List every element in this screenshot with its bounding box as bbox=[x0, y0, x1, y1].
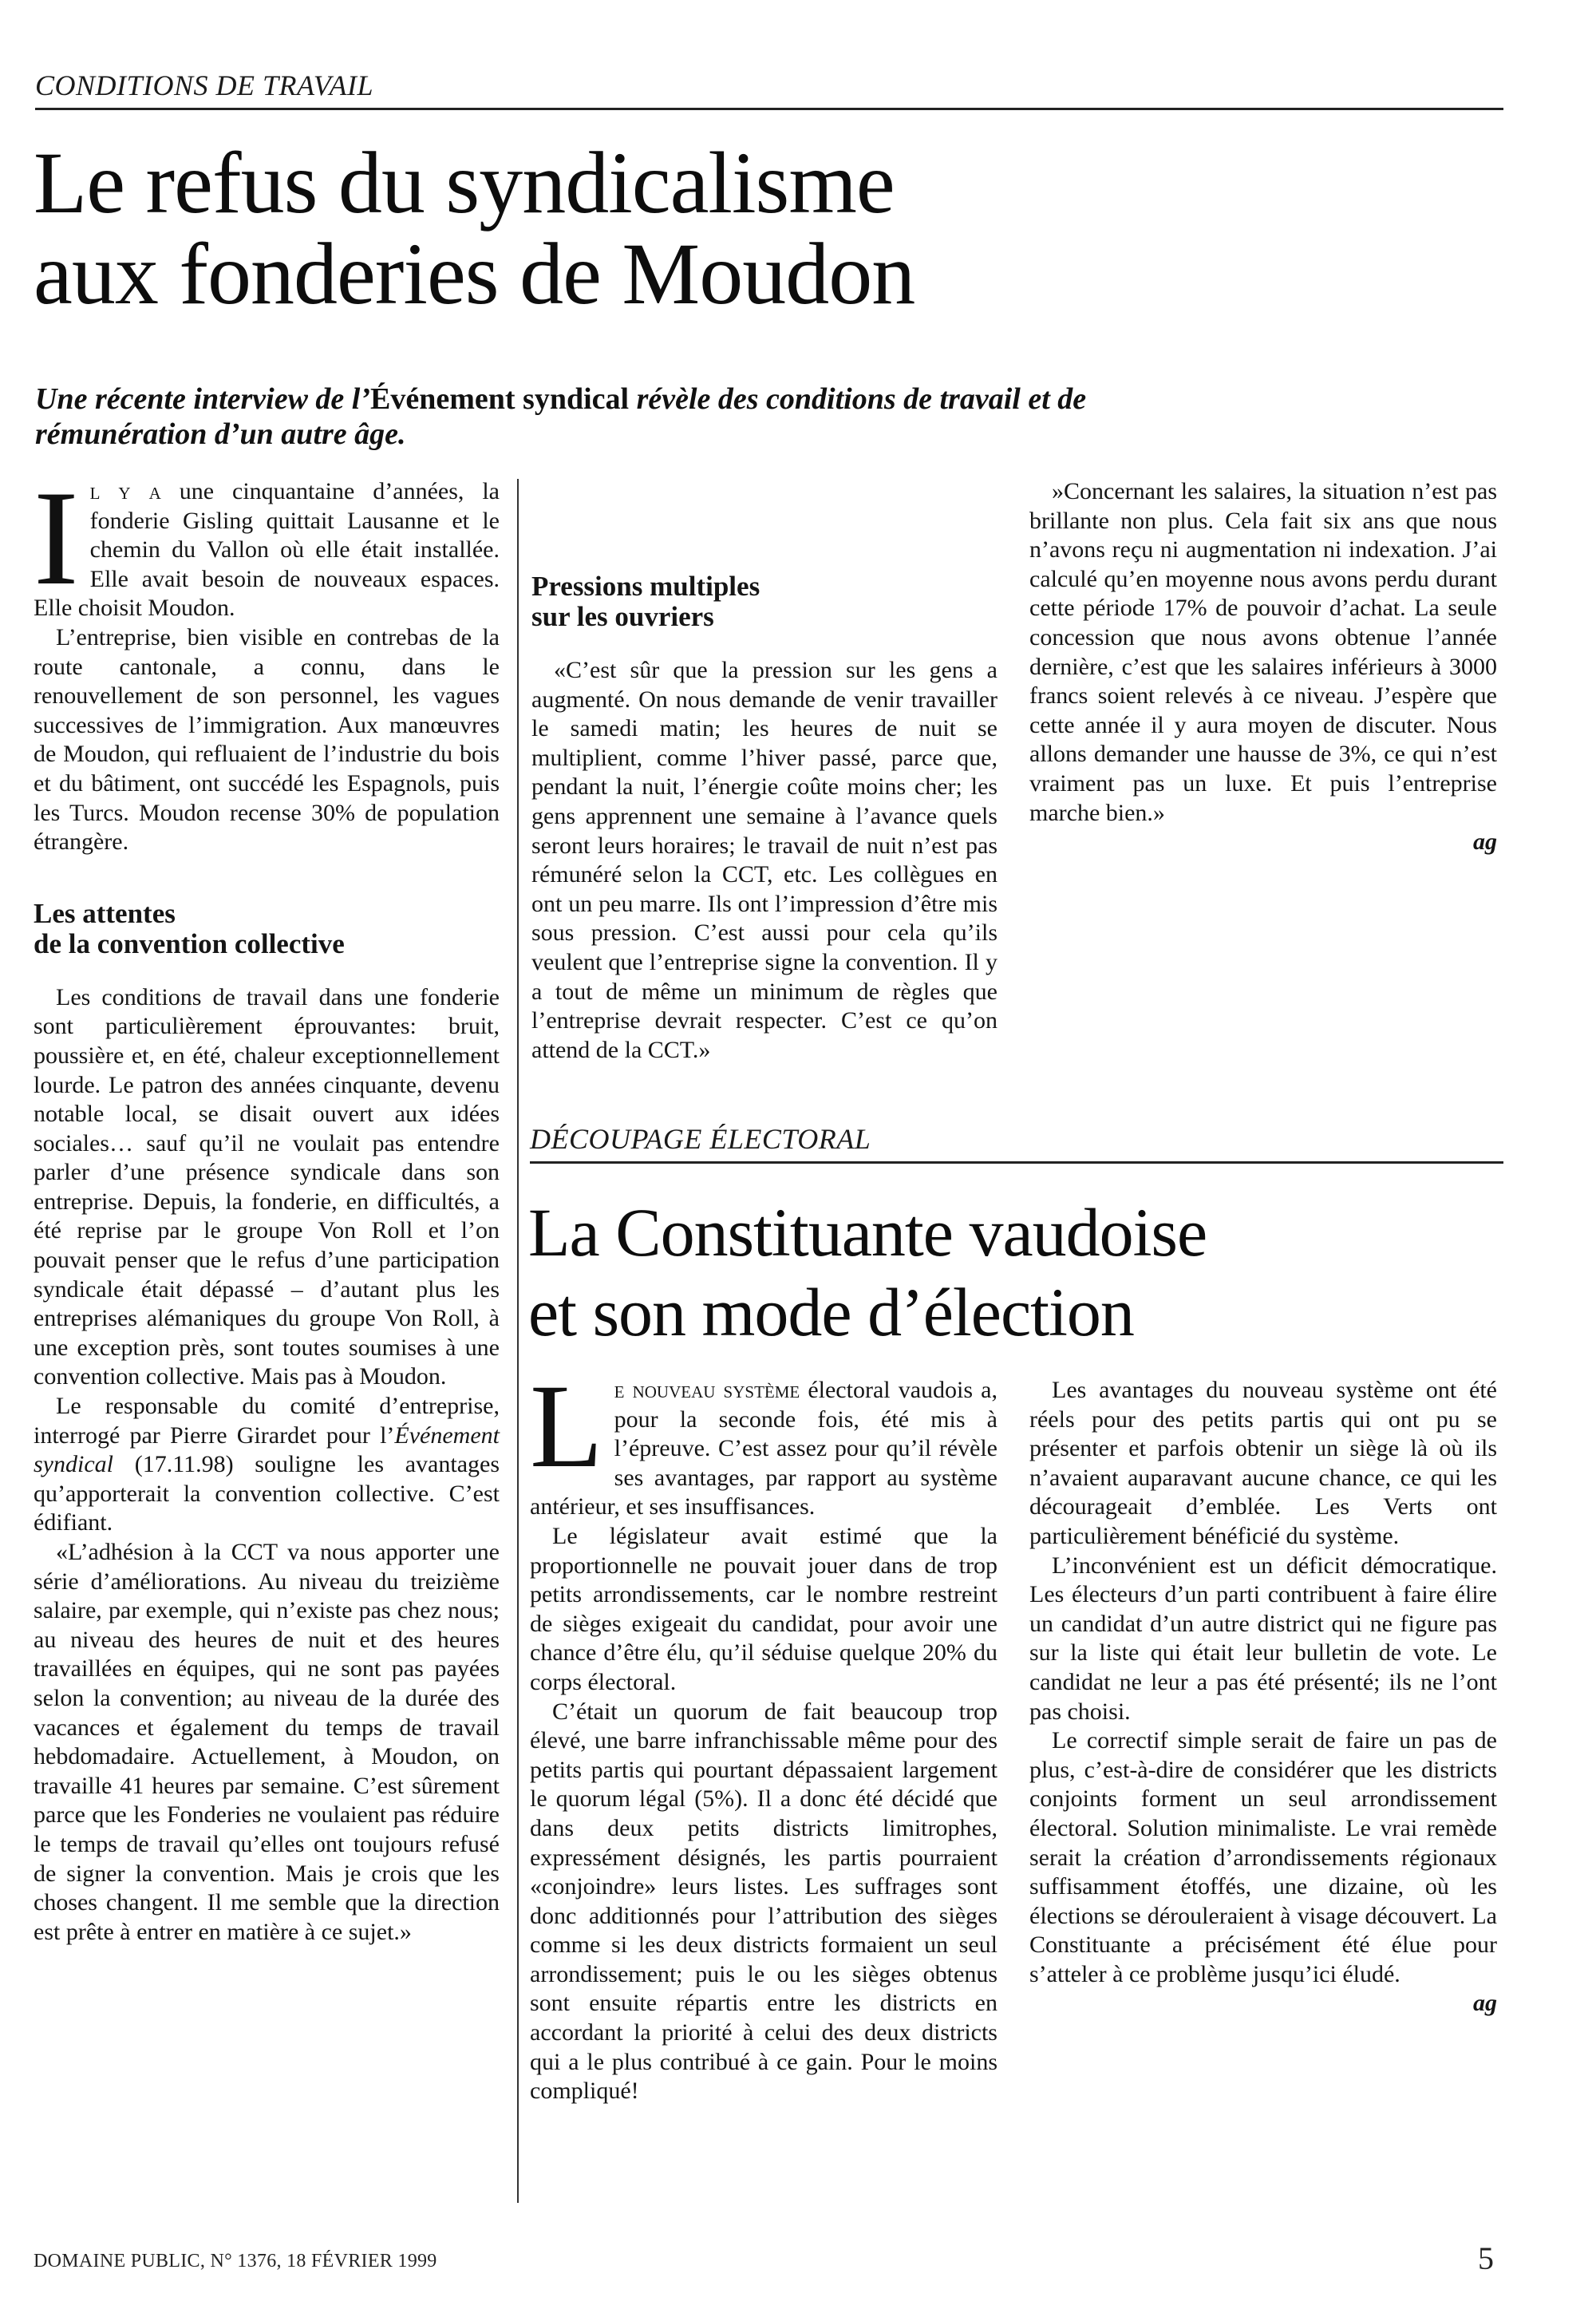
article2-lead-text: électoral vaudois a, pour la seconde fois, été mis à l’épreuve. C’est assez pour qu’il révèle ses avantages, par rapport au système antérieur, et ses insuffisances. bbox=[530, 1377, 998, 1520]
article2-signature: ag bbox=[1473, 1990, 1497, 2017]
article1-paragraph-4 bbox=[34, 1392, 500, 1538]
article2-column-1 bbox=[530, 1360, 998, 2106]
article1-column-1 bbox=[34, 463, 500, 1947]
subheading-2-line2: sur les ouvriers bbox=[531, 601, 714, 632]
article1-title-line1: Le refus du syndicalisme bbox=[34, 134, 895, 231]
article1-subheading-1 bbox=[34, 899, 500, 959]
article2-title-line2: et son mode d’élection bbox=[528, 1274, 1134, 1350]
article2-paragraph-3: C’était un quorum de fait beaucoup trop élevé, une barre infranchissable même pour des petits partis qui pourtant dépassaient largement le quorum légal (5%). Il a donc été décidé que dans deux petits districts limitrophes, expressément désignés, les partis pourraient «conjoindre» leurs listes. Les suffrages sont donc additionnés pour l’attribution des sièges comme si les deux districts formaient un seul arrondissement; puis le ou les sièges obtenus sont ensuite répartis entre les districts en accordant la priorité à celui des deux districts qui a le plus contribué à ce gain. Pour le moins compliqué! bbox=[530, 1698, 998, 2105]
article2-paragraph-5: L’inconvénient est un déficit démocratique. Les électeurs d’un parti contribuent à faire élire un candidat d’un autre district qui ne figure pas sur la liste qui était leur bulletin de vote. Le candidat ne leur a pas été présenté; ils ne l’ont pas choisi. bbox=[1029, 1552, 1497, 1725]
article1-column-3 bbox=[1029, 477, 1497, 857]
article1-paragraph-2: L’entreprise, bien visible en contrebas de la route cantonale, a connu, dans le renouvellement de son personnel, les vagues successives de l’immigration. Aux manœuvres de Moudon, qui refluaient de l’industrie du bois et du bâtiment, ont succédé les Espagnols, puis les Turcs. Moudon recense 30% de population étrangère. bbox=[34, 623, 500, 856]
article1-subheading-2 bbox=[531, 571, 998, 632]
article1-signature: ag bbox=[1473, 828, 1497, 856]
article2-rubric: DÉCOUPAGE ÉLECTORAL bbox=[530, 1123, 871, 1155]
article2-paragraph-6: Le correctif simple serait de faire un pas de plus, c’est-à-dire de considérer que les districts conjoints forment un seul arrondissement électoral. Solution minimaliste. Le vrai remède serait la création d’arrondissements régionaux suffisamment étoffés, une dizaine, où les élections se dérouleraient à visage découvert. La Constituante a précisément été élue pour s’atteler à ce problème jusqu’ici éludé. bbox=[1029, 1727, 1497, 1987]
column-divider bbox=[517, 479, 519, 2203]
article2-dropcap: L bbox=[530, 1360, 603, 1493]
article1-column-2 bbox=[531, 477, 998, 1065]
subheading-2-line1: Pressions multiples bbox=[531, 571, 760, 602]
article1-lead-caps: l y a bbox=[89, 478, 161, 504]
article1-lead-text: une cinquantaine d’années, la fonderie Gisling quittait Lausanne et le chemin du Vallon où elle était installée. Elle avait besoin de nouveaux espaces. Elle choisit Moudon. bbox=[34, 478, 500, 622]
deck-part-c: révèle des conditions de travail et de rémunération d’un autre âge. bbox=[35, 382, 1087, 451]
article2-lead-caps: e nouveau système bbox=[614, 1377, 800, 1403]
page-number: 5 bbox=[1478, 2240, 1494, 2276]
article2-paragraph-2: Le législateur avait estimé que la proportionnelle ne pouvait jouer dans de trop petits arrondissements, car le nombre restreint de sièges exigeait du candidat, pour avoir une chance d’être élu, qu’il séduise quelque 20% du corps électoral. bbox=[530, 1522, 998, 1695]
deck-part-a: Une récente interview de l’ bbox=[35, 382, 371, 416]
deck-publication-name: Événement syndical bbox=[370, 382, 630, 416]
article1-dropcap: I bbox=[34, 463, 79, 613]
subheading-1-line2: de la convention collective bbox=[34, 927, 345, 959]
p4-part-c: (17.11.98) souligne les avantages qu’apporterait la convention collective. C’est édifiant. bbox=[34, 1451, 500, 1536]
article1-paragraph-3: Les conditions de travail dans une fonderie sont particulièrement éprouvantes: bruit, poussière et, en été, chaleur exceptionnellement lourde. Le patron des années cinquante, devenu notable local, se disait ouvert aux idées sociales… sauf qu’il ne voulait pas entendre parler d’une présence syndicale dans son entreprise. Depuis, la fonderie, en difficultés, a été reprise par le groupe Von Roll et l’on pouvait penser que le refus d’une participation syndicale était dépassé – d’autant plus les entreprises alémaniques du groupe Von Roll, à une exception près, sont toutes soumises à une convention collective. Mais pas à Moudon. bbox=[34, 983, 500, 1390]
article1-paragraph-5: «L’adhésion à la CCT va nous apporter une série d’améliorations. Au niveau du treizième salaire, par exemple, qui n’existe pas chez nous; au niveau des heures de nuit et des heures travaillées en équipes, qui ne sont pas payées selon la convention; au niveau de la durée des vacances et également du temps de travail hebdomadaire. Actuellement, à Moudon, on travaille 41 heures par semaine. C’est sûrement parce que les Fonderies ne voulaient pas réduire le temps de travail qu’elles ont toujours refusé de signer la convention. Mais je crois que les choses changent. Il me semble que la direction est prête à entrer en matière à ce sujet.» bbox=[34, 1539, 500, 1945]
article1-paragraph-7: »Concernant les salaires, la situation n’est pas brillante non plus. Cela fait six ans que nous n’avons reçu ni augmentation ni indexation. J’ai calculé qu’en moyenne nous avons perdu durant cette période 17% de pouvoir d’achat. La seule concession que nous avons obtenue l’année dernière, c’est que les salaires inférieurs à 3000 francs soient relevés à ce niveau. J’espère que cette année il y aura moyen de discuter. Nous allons demander une hausse de 3%, ce qui n’est vraiment pas un luxe. Et puis l’entreprise marche bien.» bbox=[1029, 478, 1497, 826]
p4-part-a: Le responsable du comité d’entreprise, interrogé par Pierre Girardet pour l’ bbox=[34, 1393, 500, 1449]
article1-title bbox=[34, 134, 915, 322]
p4-publication-name: Événement syndical bbox=[34, 1421, 500, 1478]
article2-rubric-rule bbox=[530, 1161, 1503, 1164]
article1-rubric-rule bbox=[35, 108, 1503, 110]
article2-paragraph-4: Les avantages du nouveau système ont été réels pour des petits partis qui ont pu se présenter et parfois obtenir un siège là où ils n’avaient auparavant aucune chance, ce qui les décourageait d’emblée. Les Verts ont particulièrement bénéficié du système. bbox=[1029, 1377, 1497, 1549]
article1-rubric: CONDITIONS DE TRAVAIL bbox=[35, 69, 374, 101]
footer-publication: DOMAINE PUBLIC, N° 1376, 18 FÉVRIER 1999 bbox=[34, 2251, 437, 2271]
article2-column-2 bbox=[1029, 1376, 1497, 2018]
article1-title-line2: aux fonderies de Moudon bbox=[34, 225, 915, 322]
subheading-1-line1: Les attentes bbox=[34, 897, 176, 929]
article2-title-line1: La Constituante vaudoise bbox=[528, 1194, 1207, 1271]
article1-paragraph-6: «C’est sûr que la pression sur les gens a augmenté. On nous demande de venir travailler le samedi matin; les heures de nuit se multiplient, comme l’hiver passé, parce que, pendant la nuit, l’énergie coûte moins cher; les gens apprennent une semaine à l’avance quels seront leurs horaires; le travail de nuit n’est pas rémunéré selon la CCT, etc. Les collègues en ont un peu marre. Ils ont l’impression d’être mis sous pression. C’est aussi pour cela qu’ils veulent que l’entreprise signe la convention. Il y a tout de même un minimum de règles que l’entreprise devrait respecter. C’est ce qu’on attend de la CCT.» bbox=[531, 657, 998, 1063]
article1-deck bbox=[35, 382, 1216, 452]
article2-title bbox=[528, 1192, 1207, 1352]
